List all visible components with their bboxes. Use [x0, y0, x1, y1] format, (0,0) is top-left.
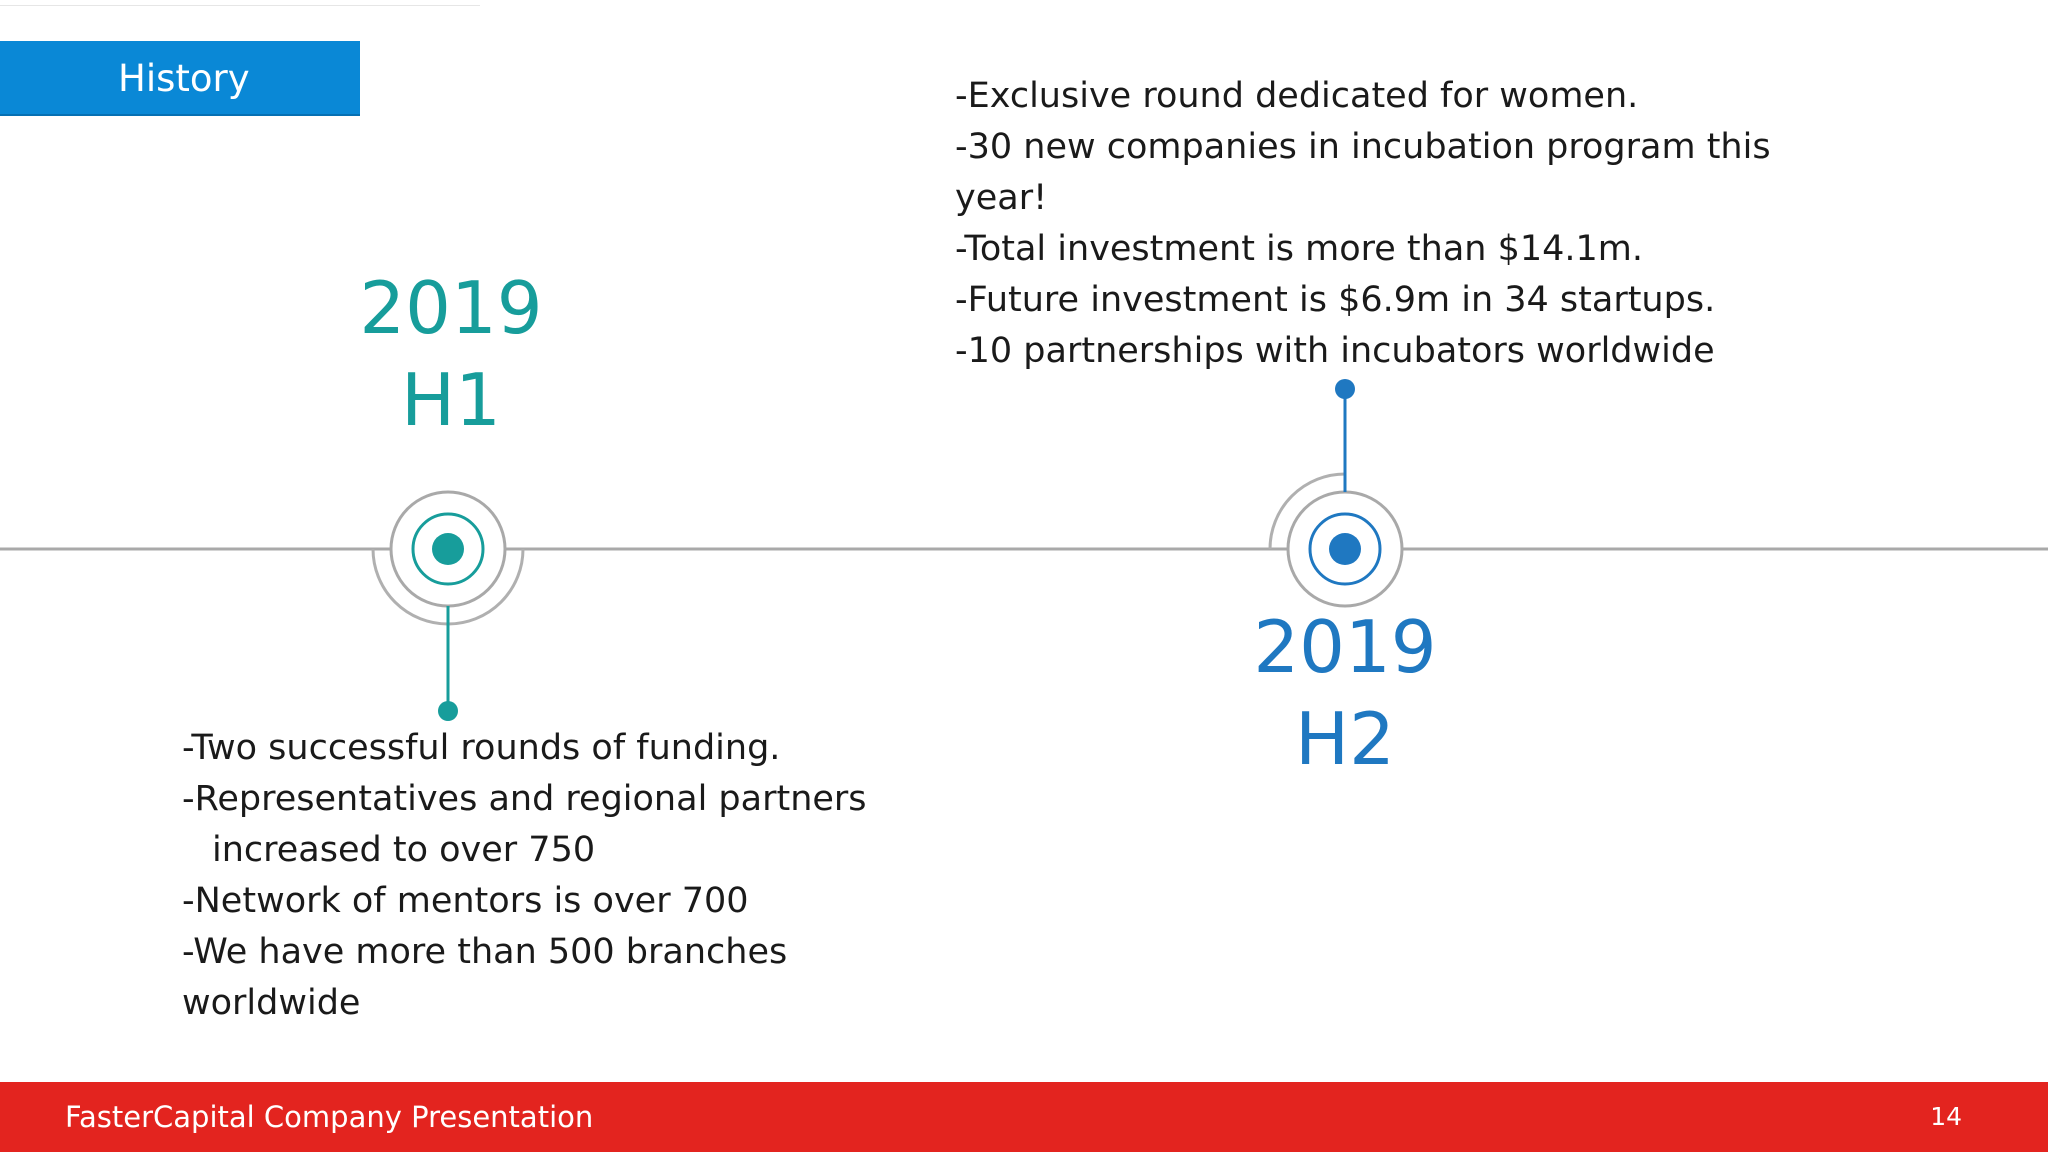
note-line: -Network of mentors is over 700: [182, 881, 749, 921]
note-line: worldwide: [182, 983, 361, 1023]
note-line: -We have more than 500 branches: [182, 932, 788, 972]
milestone-h2-label: [1195, 601, 1495, 785]
note-line: -Exclusive round dedicated for women.: [955, 76, 1639, 116]
milestone-h1-label: [301, 262, 601, 446]
note-line: -30 new companies in incubation program this: [955, 127, 1771, 167]
note-line: year!: [955, 178, 1048, 218]
milestone-h2-year: 2019: [1253, 605, 1437, 689]
marker-h2-dot: [1329, 533, 1361, 565]
note-line: -Total investment is more than $14.1m.: [955, 229, 1644, 269]
timeline-marker-h2: [1270, 379, 1402, 606]
note-line: -10 partnerships with incubators worldwide: [955, 331, 1715, 371]
note-line: -Two successful rounds of funding.: [182, 728, 781, 768]
timeline-marker-h1: [373, 492, 523, 721]
marker-h1-dot: [432, 533, 464, 565]
milestone-h2-half: H2: [1295, 697, 1395, 781]
marker-h2-stem-dot: [1335, 379, 1355, 399]
milestone-h1-notes: [182, 723, 867, 1029]
page-number: 14: [1930, 1102, 1962, 1131]
section-tab-history: History: [0, 41, 360, 116]
milestone-h2-notes: [955, 71, 1771, 377]
footer-title: FasterCapital Company Presentation: [65, 1100, 594, 1134]
marker-h1-stem-dot: [438, 701, 458, 721]
milestone-h1-half: H1: [401, 358, 501, 442]
note-line: -Representatives and regional partners: [182, 779, 867, 819]
note-line: -Future investment is $6.9m in 34 startups.: [955, 280, 1716, 320]
note-line: increased to over 750: [212, 830, 596, 870]
footer-bar: [0, 1082, 2048, 1152]
milestone-h1-year: 2019: [359, 266, 543, 350]
